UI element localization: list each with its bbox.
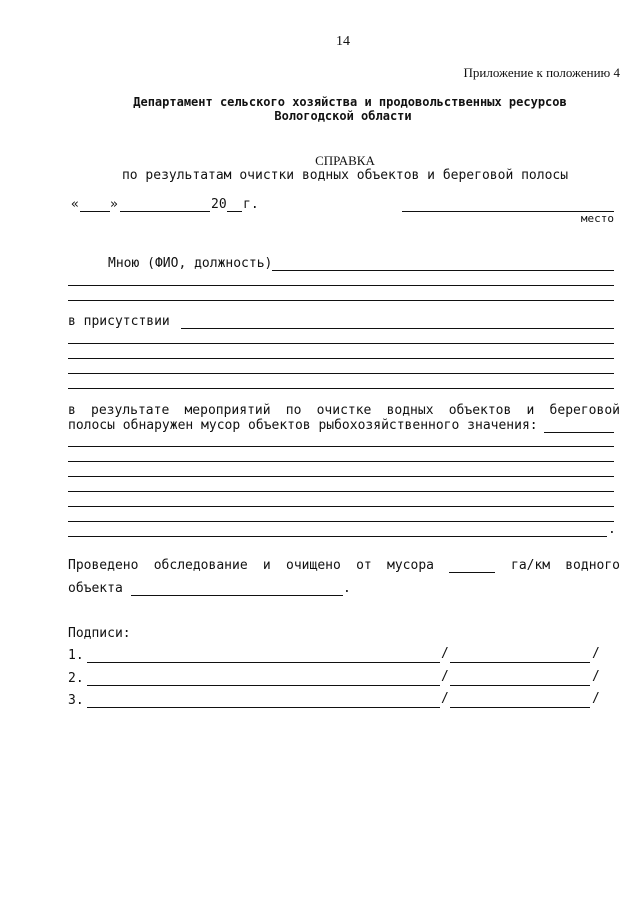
by-me-line-3[interactable] [68,300,614,301]
signatures-label: Подписи: [68,626,131,641]
survey-unit: га/км водного [511,558,620,573]
result-text-line-1: в результате мероприятий по очистке водных объектов и береговой [68,403,620,418]
signature-sign-line[interactable] [450,685,590,686]
by-me-label: Мною (ФИО, должность) [108,256,273,271]
result-line-8[interactable] [68,536,607,537]
signature-slash: / [592,669,600,684]
department-name: Департамент сельского хозяйства и продовольственных ресурсов [133,95,567,109]
presence-label: в присутствии [68,314,170,329]
signature-number: 3. [68,693,84,708]
presence-line-3[interactable] [68,358,614,359]
result-line-2[interactable] [68,446,614,447]
date-year-line[interactable] [227,211,242,212]
survey-period: . [343,581,351,596]
presence-line[interactable] [181,328,614,329]
signature-name-line[interactable] [87,707,440,708]
department-region: Вологодской области [274,109,412,123]
place-label: место [580,212,614,225]
result-line-7[interactable] [68,521,614,522]
presence-line-5[interactable] [68,388,614,389]
page-number: 14 [336,34,350,49]
signature-sign-line[interactable] [450,707,590,708]
result-line-4[interactable] [68,476,614,477]
survey-object-label: объекта [68,581,123,596]
date-day-line[interactable] [80,211,110,212]
signature-name-line[interactable] [87,662,440,663]
presence-line-2[interactable] [68,343,614,344]
survey-area-line[interactable] [449,572,495,573]
survey-text: Проведено обследование и очищено от мусора [68,558,434,573]
date-month-line[interactable] [120,211,210,212]
result-line-6[interactable] [68,506,614,507]
signature-sign-line[interactable] [450,662,590,663]
date-open-quote: « [71,197,79,212]
document-title: СПРАВКА [315,153,375,168]
signature-number: 1. [68,648,84,663]
survey-object-line[interactable] [131,595,343,596]
signature-slash: / [592,646,600,661]
signature-slash: / [441,691,449,706]
result-end-period: . [608,522,616,537]
by-me-line-2[interactable] [68,285,614,286]
date-close-quote: » [110,197,118,212]
date-year-suffix: г. [243,197,259,212]
by-me-line[interactable] [272,270,614,271]
result-line-5[interactable] [68,491,614,492]
result-line-3[interactable] [68,461,614,462]
signature-slash: / [441,646,449,661]
signature-slash: / [592,691,600,706]
date-year-prefix: 20 [211,197,227,212]
signature-number: 2. [68,671,84,686]
result-line[interactable] [544,432,614,433]
signature-slash: / [441,669,449,684]
result-text-line-2: полосы обнаружен мусор объектов рыбохозяйственного значения: [68,418,538,433]
appendix-reference: Приложение к положению 4 [463,65,620,80]
presence-line-4[interactable] [68,373,614,374]
document-subtitle: по результатам очистки водных объектов и береговой полосы [121,168,569,183]
signature-name-line[interactable] [87,685,440,686]
